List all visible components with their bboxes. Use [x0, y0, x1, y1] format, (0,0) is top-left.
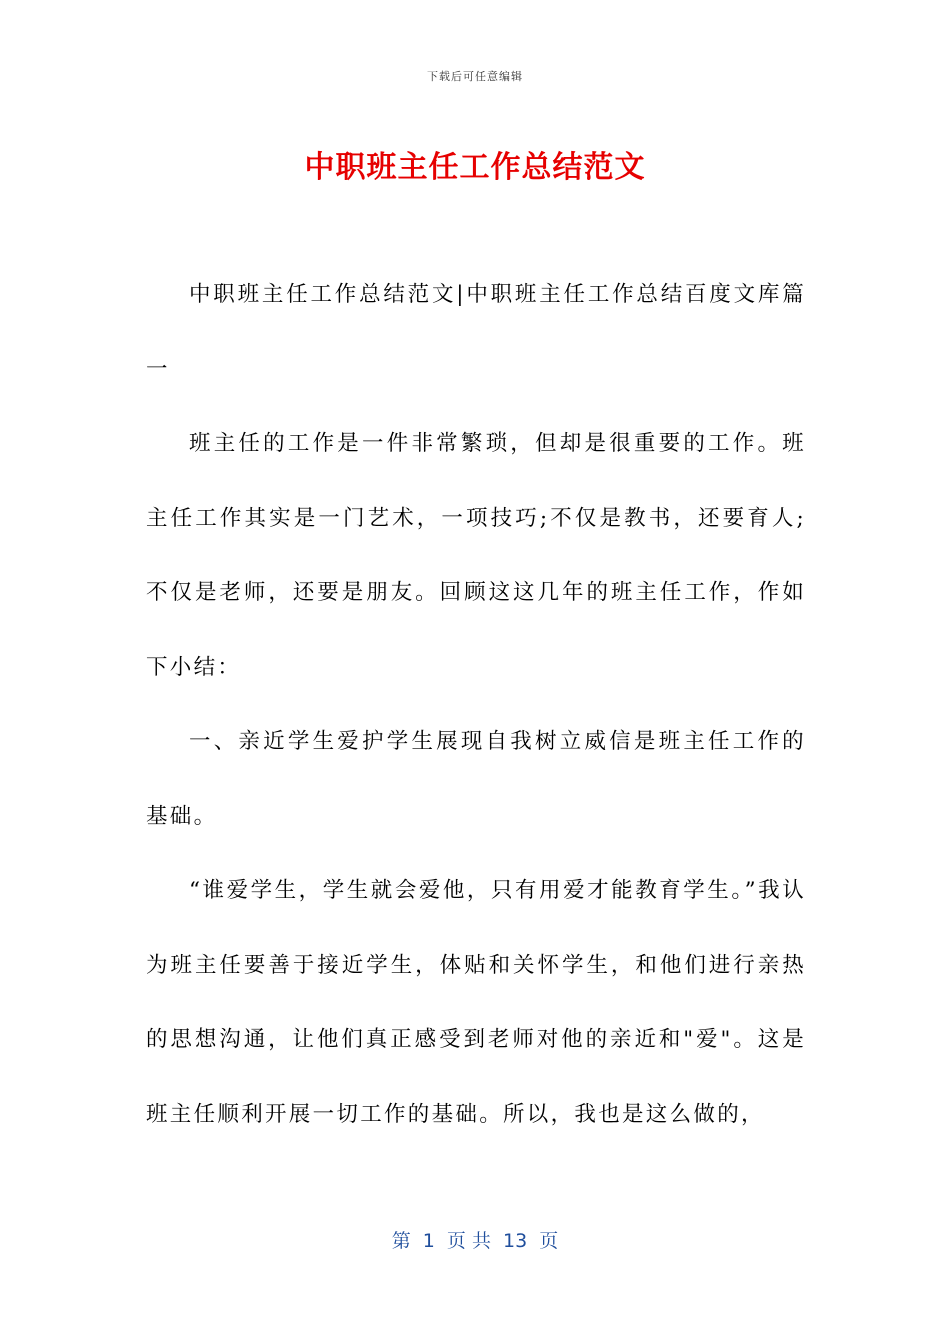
- document-title: 中职班主任工作总结范文: [304, 150, 646, 185]
- document-body: [146, 258, 806, 1152]
- download-editable-note: 下载后可任意编辑: [427, 70, 523, 83]
- page-number-indicator: 第 1 页 共 13 页: [391, 1230, 559, 1252]
- body-paragraph-intro: 班主任的工作是一件非常繁琐，但却是很重要的工作。班主任工作其实是一门艺术，一项技巧;不仅是教书，还要育人;不仅是老师，还要是朋友。回顾这这几年的班主任工作，作如下小结：: [146, 431, 806, 680]
- body-paragraph-section-one: 一、亲近学生爱护学生展现自我树立威信是班主任工作的基础。: [146, 729, 806, 829]
- body-paragraph-quote: “谁爱学生，学生就会爱他，只有用爱才能教育学生。”我认为班主任要善于接近学生，体贴和关怀学生，和他们进行亲热的思想沟通，让他们真正感受到老师对他的亲近和"爱"。这是班主任顺利开展一切工作的基础。所以，我也是这么做的，: [146, 878, 806, 1127]
- body-paragraph-heading: 中职班主任工作总结范文|中职班主任工作总结百度文库篇一: [146, 282, 806, 382]
